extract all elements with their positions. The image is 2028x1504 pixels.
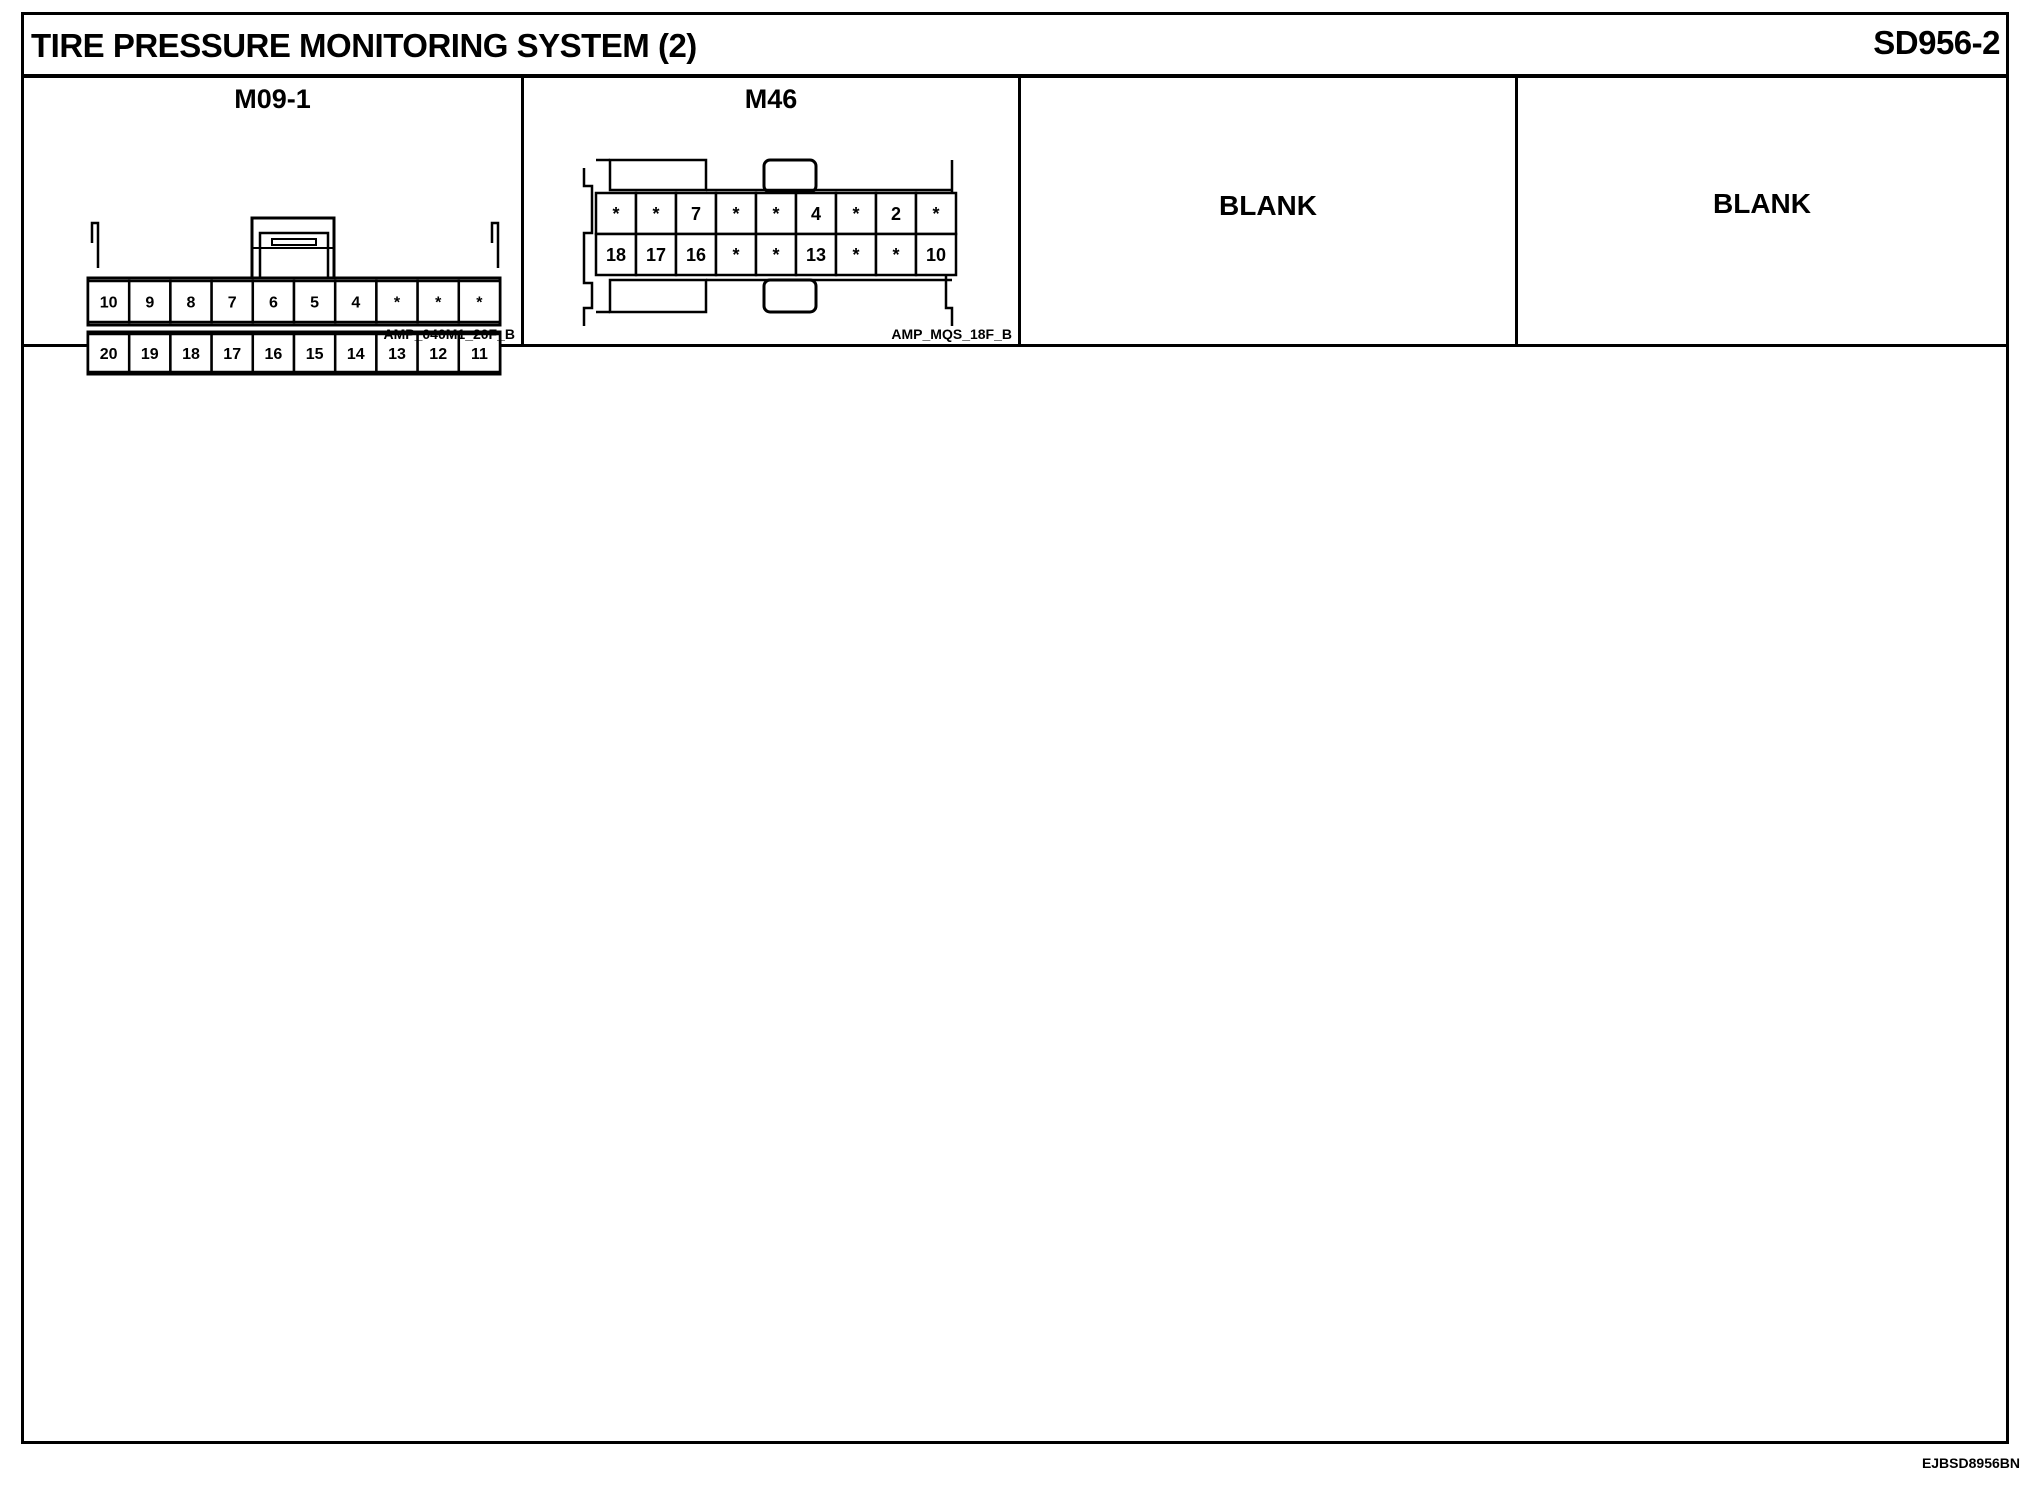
pin-label: 18 — [605, 244, 627, 265]
pin-label: 8 — [186, 294, 196, 312]
pin-label: 11 — [470, 345, 488, 363]
pin-label: 10 — [925, 244, 947, 265]
pin-label: 19 — [140, 345, 159, 363]
connector-m46-diagram — [524, 78, 1018, 347]
pin-label: 7 — [690, 203, 702, 224]
pin-label: 15 — [305, 345, 324, 363]
connector-cell-m46 — [521, 78, 1018, 344]
pin-label: 13 — [388, 345, 406, 363]
pin-label: 18 — [182, 345, 200, 363]
blank-cell — [1018, 78, 1515, 344]
pin-label: * — [772, 203, 780, 224]
pin-label: 20 — [99, 345, 118, 363]
pin-label: 14 — [346, 345, 365, 363]
drawing-id: EJBSD8956BN — [1921, 1455, 2020, 1471]
pin-label: 6 — [268, 294, 278, 312]
pin-label: * — [772, 244, 780, 265]
pin-label: 16 — [264, 345, 283, 363]
pin-label: 17 — [223, 345, 242, 363]
pin-label: * — [852, 244, 860, 265]
page-code: SD956-2 — [1873, 24, 2000, 61]
pin-label: * — [732, 203, 740, 224]
pin-label: * — [932, 203, 940, 224]
pin-label: 10 — [99, 294, 118, 312]
page-title: TIRE PRESSURE MONITORING SYSTEM (2) — [31, 27, 697, 64]
pin-label: 2 — [890, 203, 902, 224]
pin-label: * — [476, 294, 483, 312]
pin-label: * — [393, 294, 401, 312]
pin-label: 9 — [145, 294, 155, 312]
pin-label: 7 — [227, 294, 237, 312]
pin-label: 5 — [310, 294, 320, 312]
blank-label: BLANK — [1219, 190, 1317, 221]
connector-name: M09-1 — [234, 84, 311, 114]
diagram-frame — [21, 12, 2009, 1444]
connector-row — [24, 78, 2006, 363]
pin-label: * — [612, 203, 620, 224]
pin-label: 4 — [810, 203, 822, 224]
header-bar — [24, 15, 2006, 78]
pin-label: 12 — [429, 345, 448, 363]
pin-label: * — [652, 203, 660, 224]
connector-part-number: AMP_040M1_20F_B — [383, 326, 515, 342]
pin-label: * — [892, 244, 900, 265]
pin-label: * — [852, 203, 860, 224]
pin-label: 17 — [645, 244, 667, 265]
blank-cell — [1515, 78, 2006, 344]
blank-label: BLANK — [1713, 188, 1811, 219]
connector-m09-1-diagram — [24, 78, 521, 363]
pin-label: 4 — [351, 294, 361, 312]
connector-name: M46 — [744, 84, 798, 114]
connector-part-number: AMP_MQS_18F_B — [891, 326, 1012, 342]
connector-cell-m09-1 — [24, 78, 521, 363]
pin-label: 13 — [805, 244, 827, 265]
pin-label: * — [732, 244, 740, 265]
pin-label: * — [435, 294, 442, 312]
pin-label: 16 — [685, 244, 707, 265]
